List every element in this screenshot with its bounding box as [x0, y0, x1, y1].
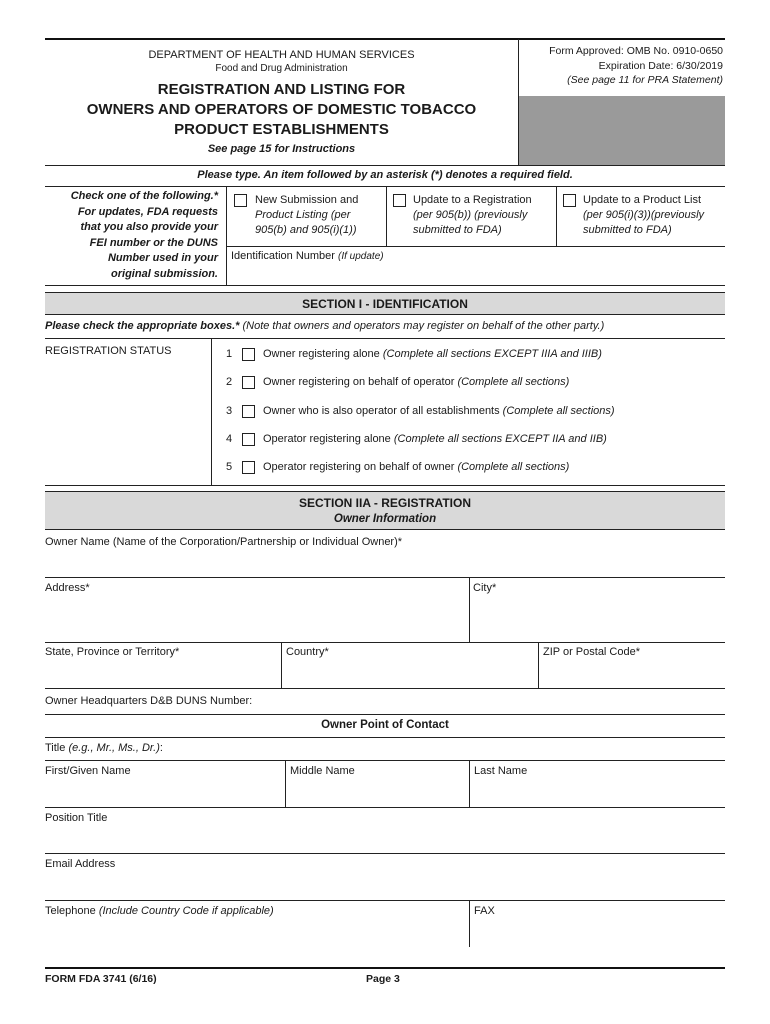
new-submission-option: New Submission and Product Listing (per 905(b) and 905(i)(1)) — [255, 194, 359, 236]
status-option-4-checkbox[interactable] — [242, 433, 255, 446]
state-country-divider — [281, 642, 282, 688]
duns-number-field[interactable]: Owner Headquarters D&B DUNS Number: — [45, 695, 253, 707]
instructions-reference: See page 15 for Instructions — [207, 143, 356, 155]
city-field[interactable]: City* — [473, 582, 497, 594]
status-option-5-checkbox[interactable] — [242, 461, 255, 474]
status-option-3: 3 — [226, 405, 233, 417]
zip-field[interactable]: ZIP or Postal Code* — [543, 646, 641, 658]
submission-divider-3 — [556, 186, 557, 247]
status-option-2-label: Owner registering on behalf of operator (Complete all sections) — [263, 376, 570, 388]
address-city-divider — [469, 577, 470, 642]
status-option-1: 1 — [226, 348, 233, 360]
expiration-date: Expiration Date: 6/30/2019 — [598, 60, 723, 72]
agency-name: Food and Drug Administration — [215, 63, 348, 74]
state-field[interactable]: State, Province or Territory* — [45, 646, 180, 658]
identification-number-field[interactable]: Identification Number (If update) — [231, 250, 384, 262]
status-option-3-checkbox[interactable] — [242, 405, 255, 418]
status-option-4-label: Operator registering alone (Complete all sections EXCEPT IIA and IIB) — [263, 433, 607, 445]
state-rule — [45, 688, 725, 689]
section1-instruction: Please check the appropriate boxes.* (Note that owners and operators may register on behalf of the other party.) — [45, 320, 605, 332]
middle-last-divider — [469, 760, 470, 807]
form-title-line2: OWNERS AND OPERATORS OF DOMESTIC TOBACCO — [86, 101, 477, 118]
update-product-list-option: Update to a Product List (per 905(i)(3))(previously submitted to FDA) — [583, 194, 705, 236]
contact-title-rule — [45, 760, 725, 761]
owner-name-field[interactable]: Owner Name (Name of the Corporation/Partnership or Individual Owner)* — [45, 536, 403, 548]
update-registration-checkbox[interactable] — [393, 194, 406, 207]
status-option-2: 2 — [226, 376, 233, 388]
country-field[interactable]: Country* — [286, 646, 329, 658]
status-option-1-label: Owner registering alone (Complete all sections EXCEPT IIIA and IIIB) — [263, 348, 602, 360]
address-field[interactable]: Address* — [45, 582, 90, 594]
email-rule — [45, 900, 725, 901]
form-title-line3: PRODUCT ESTABLISHMENTS — [174, 121, 389, 138]
new-submission-checkbox[interactable] — [234, 194, 247, 207]
section1-title: SECTION I - IDENTIFICATION — [302, 297, 468, 311]
update-registration-option: Update to a Registration (per 905(b)) (previously submitted to FDA) — [413, 194, 532, 236]
address-rule — [45, 642, 725, 643]
registration-status-label: REGISTRATION STATUS — [45, 345, 172, 357]
name-rule — [45, 807, 725, 808]
telephone-fax-divider — [469, 900, 470, 947]
section1-bottom-rule — [45, 485, 725, 486]
omb-number: Form Approved: OMB No. 0910-0650 — [549, 45, 723, 57]
form-identifier: FORM FDA 3741 (6/16) — [45, 973, 157, 985]
pra-statement-reference: (See page 11 for PRA Statement) — [567, 74, 723, 86]
status-divider — [211, 338, 212, 485]
page-number: Page 3 — [366, 973, 400, 985]
last-name-field[interactable]: Last Name — [474, 765, 528, 777]
duns-rule — [45, 714, 725, 715]
country-zip-divider — [538, 642, 539, 688]
status-option-5-label: Operator registering on behalf of owner (Complete all sections) — [263, 461, 570, 473]
status-option-4: 4 — [226, 433, 233, 445]
submission-mid-rule — [226, 246, 725, 247]
form-title-line1: REGISTRATION AND LISTING FOR — [157, 81, 406, 98]
section2a-subtitle: Owner Information — [333, 513, 437, 525]
submission-divider-2 — [386, 186, 387, 247]
status-option-3-label: Owner who is also operator of all establishments (Complete all sections) — [263, 405, 615, 417]
fax-field[interactable]: FAX — [474, 905, 495, 917]
check-one-instruction: Check one of the following.* For updates, FDA requests that you also provide your FEI number or the DUNS Number used in your original submission. — [70, 190, 218, 280]
status-option-2-checkbox[interactable] — [242, 376, 255, 389]
footer-rule — [45, 967, 725, 969]
submission-left-divider — [226, 186, 227, 285]
owner-name-rule — [45, 577, 725, 578]
middle-name-field[interactable]: Middle Name — [290, 765, 355, 777]
first-name-field[interactable]: First/Given Name — [45, 765, 131, 777]
contact-title-field[interactable]: Title (e.g., Mr., Ms., Dr.): — [45, 742, 163, 754]
poc-title-rule — [45, 737, 725, 738]
first-middle-divider — [285, 760, 286, 807]
section1-instruction-rule — [45, 338, 725, 339]
notice-bottom-rule — [45, 186, 725, 187]
position-title-field[interactable]: Position Title — [45, 812, 108, 824]
owner-poc-title: Owner Point of Contact — [321, 719, 449, 731]
header-grey-box — [519, 96, 725, 165]
department-name: DEPARTMENT OF HEALTH AND HUMAN SERVICES — [148, 49, 415, 61]
status-option-5: 5 — [226, 461, 233, 473]
telephone-field[interactable]: Telephone (Include Country Code if applicable) — [45, 905, 274, 917]
update-product-list-checkbox[interactable] — [563, 194, 576, 207]
header-bottom-rule — [45, 165, 725, 166]
status-option-1-checkbox[interactable] — [242, 348, 255, 361]
email-address-field[interactable]: Email Address — [45, 858, 116, 870]
submission-bottom-rule — [45, 285, 725, 286]
section2a-title: SECTION IIA - REGISTRATION — [298, 496, 471, 510]
position-rule — [45, 853, 725, 854]
required-field-notice: Please type. An item followed by an asterisk (*) denotes a required field. — [197, 169, 573, 181]
top-rule — [45, 38, 725, 40]
